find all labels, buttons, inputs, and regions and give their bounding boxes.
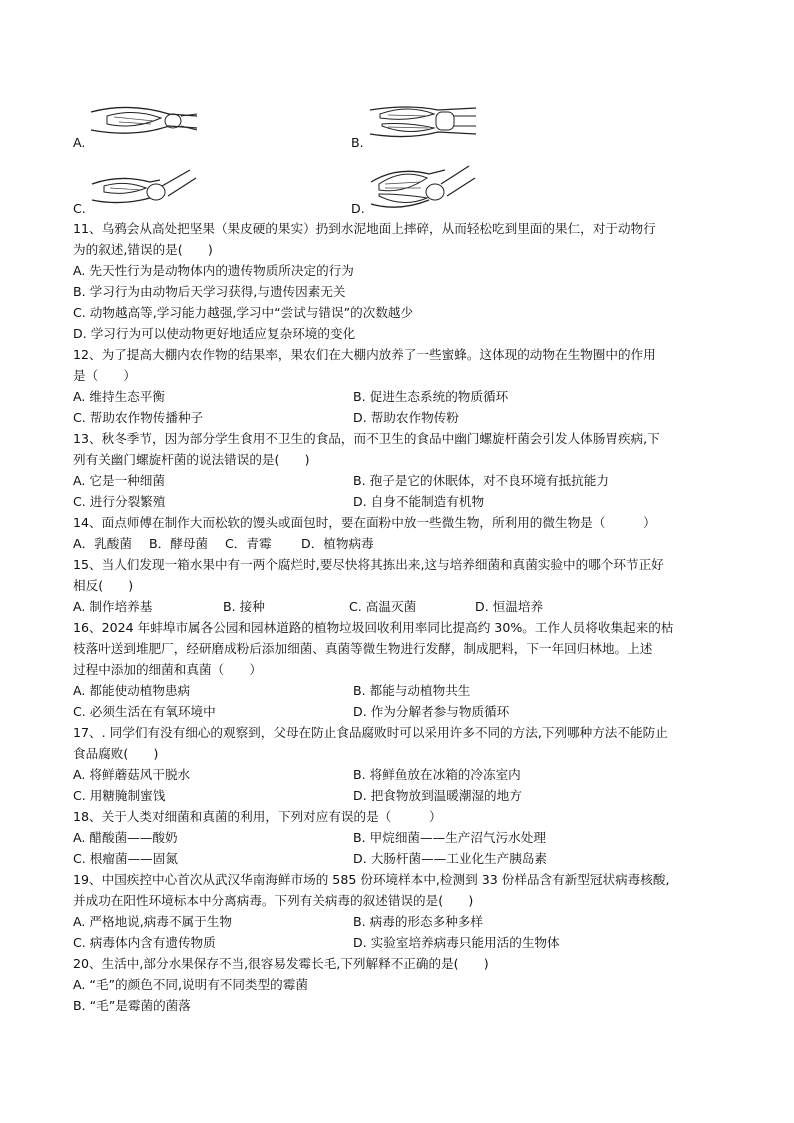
option-row [73, 470, 723, 491]
question-stem-line: 13、秋冬季节，因为部分学生食用不卫生的食品，而不卫生的食品中幽门螺旋杆菌会引发人体肠胃疾病,下 [73, 431, 660, 446]
question-16 [73, 617, 723, 722]
arm-muscle-diagram-b [368, 100, 478, 150]
question-15 [73, 554, 723, 617]
question-19 [73, 869, 723, 953]
option-d[interactable]: D. 作为分解者参与物质循环 [353, 704, 510, 719]
option-row [73, 491, 723, 512]
question-stem-line: 12、为了提高大棚内农作物的结果率，果农们在大棚内放养了一些蜜蜂。这体现的动物在生物圈中的作用 [73, 347, 656, 362]
option-d[interactable]: D. 学习行为可以使动物更好地适应复杂环境的变化 [73, 326, 356, 341]
option-row [73, 785, 723, 806]
option-d[interactable]: D. 恒温培养 [475, 599, 544, 614]
option-row [73, 827, 723, 848]
arm-muscle-diagram-a [89, 100, 199, 150]
question-stem-line: 20、生活中,部分水果保存不当,很容易发霉长毛,下列解释不正确的是( ) [73, 956, 489, 971]
option-b[interactable]: B. 将鲜鱼放在冰箱的冷冻室内 [353, 767, 521, 782]
option-c[interactable]: C. 动物越高等,学习能力越强,学习中“尝试与错误”的次数越少 [73, 305, 414, 320]
option-d[interactable]: D. 把食物放到温暖潮湿的地方 [353, 788, 522, 803]
figure-label: A. [73, 135, 86, 150]
arm-muscle-figures [73, 100, 723, 218]
question-stem-line: 枝落叶送到堆肥厂，经研磨成粉后添加细菌、真菌等微生物进行发酵，制成肥料，下一年回归林地。上述 [73, 641, 653, 656]
question-12 [73, 344, 723, 428]
question-stem-line: 16、2024 年蚌埠市属各公园和园林道路的植物垃圾回收利用率同比提高约 30%。工作人员将收集起来的枯 [73, 620, 674, 635]
question-stem-line: 17、. 同学们有没有细心的观察到，父母在防止食品腐败时可以采用许多不同的方法,下列哪种方法不能防止 [73, 725, 668, 740]
option-a[interactable]: A. 醋酸菌——酸奶 [73, 830, 178, 845]
option-row [73, 932, 723, 953]
exam-page [73, 100, 723, 1016]
question-stem-line: 是（ ） [73, 368, 136, 383]
question-stem-line: 15、当人们发现一箱水果中有一两个腐烂时,要尽快将其拣出来,这与培养细菌和真菌实验中的哪个环节正好 [73, 557, 664, 572]
question-stem-line: 18、关于人类对细菌和真菌的利用，下列对应有误的是（ ） [73, 809, 442, 824]
figure-label: D. [351, 201, 365, 216]
figure-label: B. [351, 135, 364, 150]
option-a[interactable]: A. 将鲜蘑菇风干脱水 [73, 767, 191, 782]
question-stem-line: 19、中国疾控中心首次从武汉华南海鲜市场的 585 份环境样本中,检测到 33 份样品含有新型冠状病毒核酸, [73, 872, 670, 887]
question-14 [73, 512, 723, 554]
option-d[interactable]: D. 大肠杆菌——工业化生产胰岛素 [353, 851, 548, 866]
option-d[interactable]: D. 实验室培养病毒只能用活的生物体 [353, 935, 560, 950]
option-row [73, 680, 723, 701]
option-a[interactable]: A. 严格地说,病毒不属于生物 [73, 914, 232, 929]
question-stem-line: 列有关幽门螺旋杆菌的说法错误的是( ) [73, 452, 310, 467]
option-a[interactable]: A. 都能使动植物患病 [73, 683, 191, 698]
option-a[interactable]: A. 它是一种细菌 [73, 473, 165, 488]
option-c[interactable]: C. 根瘤菌——固氮 [73, 851, 178, 866]
question-stem-line: 食品腐败( ) [73, 746, 159, 761]
option-row [73, 407, 723, 428]
option-row [73, 911, 723, 932]
option-b[interactable]: B. 促进生态系统的物质循环 [353, 389, 509, 404]
option-c[interactable]: C. 用糖腌制蜜饯 [73, 788, 166, 803]
option-a[interactable]: A. 维持生态平衡 [73, 389, 165, 404]
option-c[interactable]: C．青霉 [225, 536, 272, 551]
option-b[interactable]: B．酵母菌 [149, 536, 209, 551]
option-c[interactable]: C. 帮助农作物传播种子 [73, 410, 204, 425]
option-c[interactable]: C. 进行分裂繁殖 [73, 494, 166, 509]
option-d[interactable]: D. 帮助农作物传粉 [353, 410, 459, 425]
question-20 [73, 953, 723, 1016]
figure-option-d[interactable] [351, 160, 479, 216]
question-stem-line: 11、乌鸦会从高处把坚果（果皮硬的果实）扔到水泥地面上摔碎，从而轻松吃到里面的果仁，对于动物行 [73, 221, 656, 236]
option-row [73, 596, 723, 617]
figure-label: C. [73, 201, 86, 216]
question-18 [73, 806, 723, 869]
figure-option-a[interactable] [73, 100, 199, 150]
question-stem-line: 过程中添加的细菌和真菌（ ） [73, 662, 262, 677]
option-b[interactable]: B. 孢子是它的休眠体，对不良环境有抵抗能力 [353, 473, 609, 488]
option-row [73, 848, 723, 869]
question-stem-line: 14、面点师傅在制作大而松软的馒头或面包时，要在面粉中放一些微生物，所利用的微生物是（ ） [73, 515, 656, 530]
option-row [73, 701, 723, 722]
figure-option-c[interactable] [73, 166, 200, 216]
arm-muscle-diagram-c [90, 166, 200, 216]
arm-muscle-diagram-d [369, 160, 479, 216]
option-b[interactable]: B. 接种 [223, 599, 265, 614]
option-b[interactable]: B. 都能与动植物共生 [353, 683, 471, 698]
question-11 [73, 218, 723, 344]
option-row [73, 386, 723, 407]
question-stem-line: 为的叙述,错误的是( ) [73, 242, 213, 257]
option-a[interactable]: A．乳酸菌 [73, 536, 132, 551]
question-stem-line: 相反( ) [73, 578, 134, 593]
option-c[interactable]: C. 病毒体内含有遗传物质 [73, 935, 216, 950]
option-d[interactable]: D．植物病毒 [301, 536, 374, 551]
question-17 [73, 722, 723, 806]
option-a[interactable]: A. 先天性行为是动物体内的遗传物质所决定的行为 [73, 263, 354, 278]
option-b[interactable]: B. 学习行为由动物后天学习获得,与遗传因素无关 [73, 284, 346, 299]
option-c[interactable]: C. 必须生活在有氧环境中 [73, 704, 216, 719]
figure-option-b[interactable] [351, 100, 478, 150]
option-c[interactable]: C. 高温灭菌 [349, 599, 417, 614]
option-a[interactable]: A. 制作培养基 [73, 599, 153, 614]
option-row [73, 764, 723, 785]
option-b[interactable]: B. “毛”是霉菌的菌落 [73, 998, 191, 1013]
question-13 [73, 428, 723, 512]
option-b[interactable]: B. 甲烷细菌——生产沼气污水处理 [353, 830, 546, 845]
option-row [73, 533, 723, 554]
option-a[interactable]: A. “毛”的颜色不同,说明有不同类型的霉菌 [73, 977, 308, 992]
option-b[interactable]: B. 病毒的形态多种多样 [353, 914, 483, 929]
question-stem-line: 并成功在阳性环境标本中分离病毒。下列有关病毒的叙述错误的是( ) [73, 893, 474, 908]
option-d[interactable]: D. 自身不能制造有机物 [353, 494, 485, 509]
